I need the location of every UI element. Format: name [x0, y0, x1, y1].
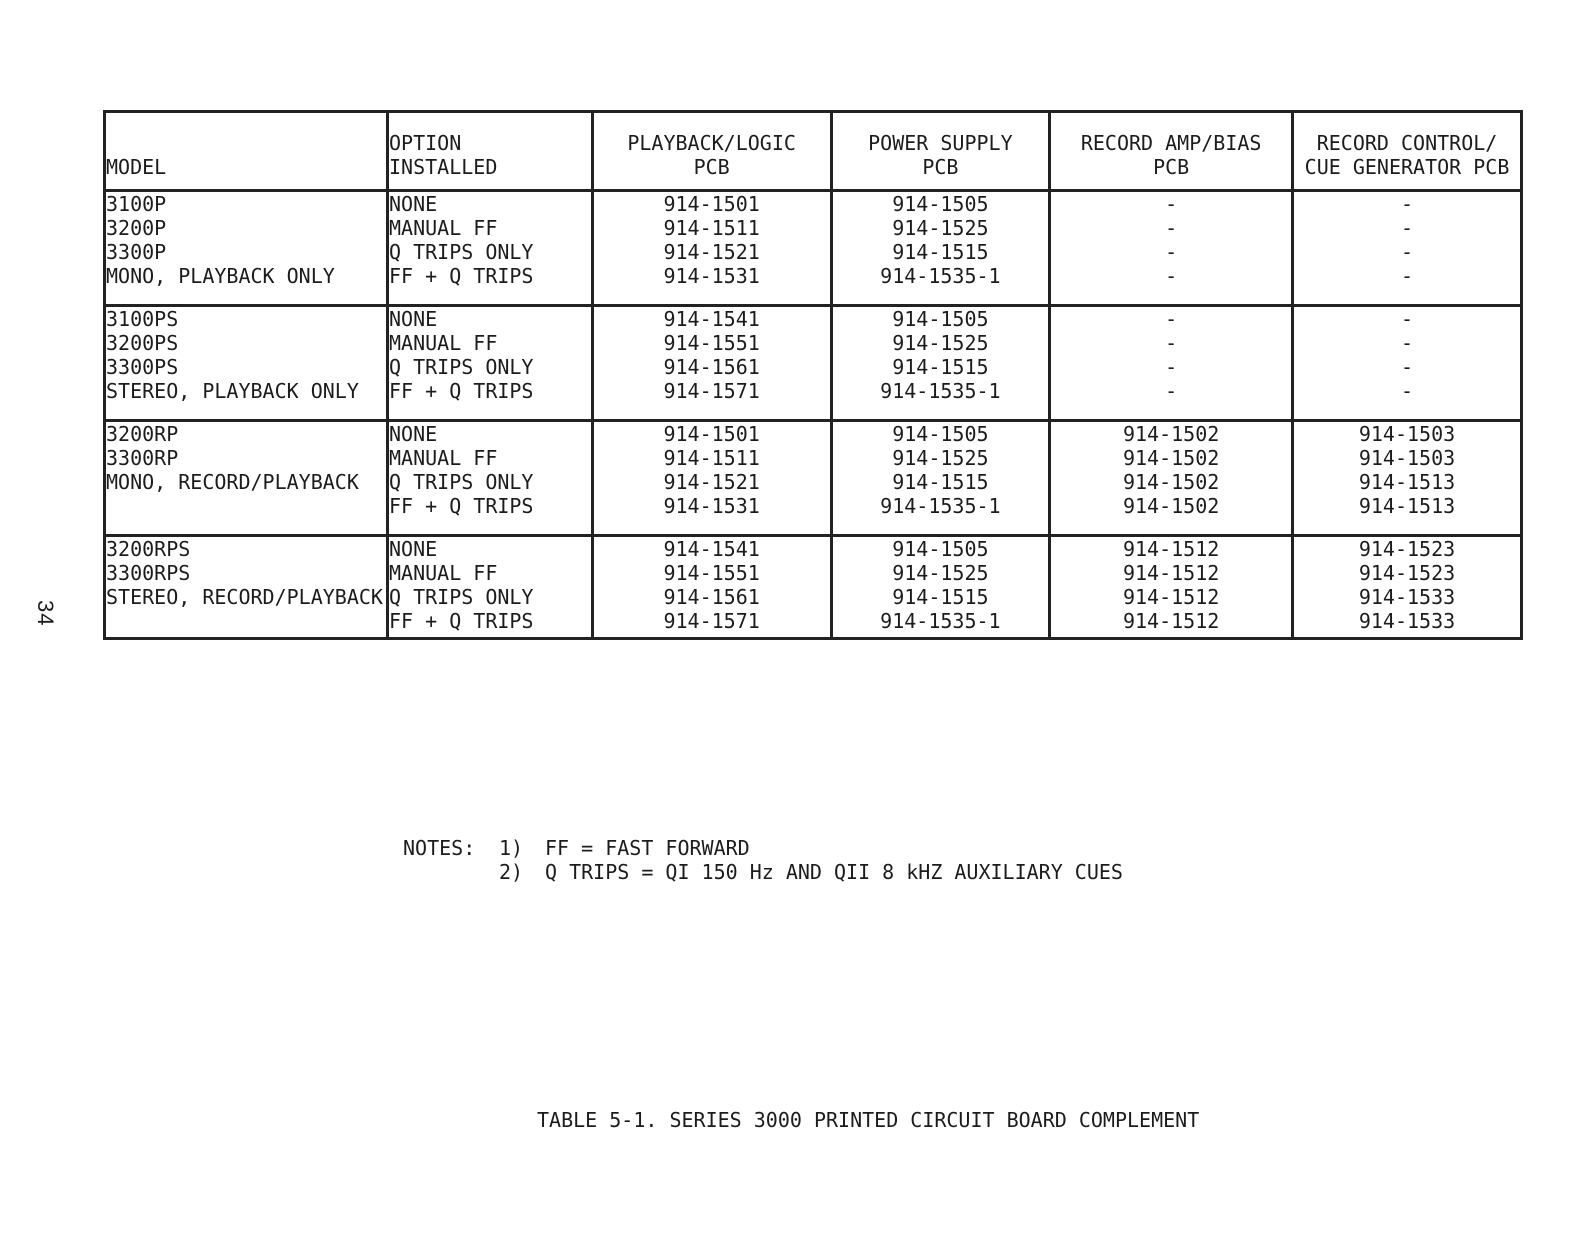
header-playback-logic: PLAYBACK/LOGIC PCB: [592, 112, 831, 191]
model-cell: 3200RPS 3300RPS STEREO, RECORD/PLAYBACK: [105, 536, 388, 639]
header-option-installed: OPTION INSTALLED: [387, 112, 592, 191]
table-row: [105, 536, 1522, 639]
option-cell: NONE MANUAL FF Q TRIPS ONLY FF + Q TRIPS: [387, 306, 592, 421]
note-item: [403, 860, 1123, 884]
playback-logic-cell: 914-1501 914-1511 914-1521 914-1531: [592, 191, 831, 306]
note-number: 2): [499, 860, 524, 884]
table-row: [105, 421, 1522, 536]
table-header-row: [105, 112, 1522, 191]
note-number: 1): [499, 836, 524, 860]
playback-logic-cell: 914-1541 914-1551 914-1561 914-1571: [592, 536, 831, 639]
record-amp-cell: 914-1512 914-1512 914-1512 914-1512: [1050, 536, 1293, 639]
power-supply-cell: 914-1505 914-1525 914-1515 914-1535-1: [831, 421, 1050, 536]
power-supply-cell: 914-1505 914-1525 914-1515 914-1535-1: [831, 306, 1050, 421]
power-supply-cell: 914-1505 914-1525 914-1515 914-1535-1: [831, 536, 1050, 639]
option-cell: NONE MANUAL FF Q TRIPS ONLY FF + Q TRIPS: [387, 191, 592, 306]
notes: [403, 836, 1123, 884]
model-cell: 3100P 3200P 3300P MONO, PLAYBACK ONLY: [105, 191, 388, 306]
power-supply-cell: 914-1505 914-1525 914-1515 914-1535-1: [831, 191, 1050, 306]
note-text: FF = FAST FORWARD: [545, 836, 750, 860]
record-control-cell: - - - -: [1293, 306, 1522, 421]
record-amp-cell: 914-1502 914-1502 914-1502 914-1502: [1050, 421, 1293, 536]
playback-logic-cell: 914-1501 914-1511 914-1521 914-1531: [592, 421, 831, 536]
note-text: Q TRIPS = QI 150 Hz AND QII 8 kHZ AUXILIARY CUES: [545, 860, 1123, 884]
page-number: 34: [33, 600, 58, 627]
option-cell: NONE MANUAL FF Q TRIPS ONLY FF + Q TRIPS: [387, 421, 592, 536]
table-caption: TABLE 5-1. SERIES 3000 PRINTED CIRCUIT BOARD COMPLEMENT: [537, 1108, 1200, 1132]
header-record-control: RECORD CONTROL/ CUE GENERATOR PCB: [1293, 112, 1522, 191]
model-cell: 3200RP 3300RP MONO, RECORD/PLAYBACK: [105, 421, 388, 536]
header-record-amp-bias: RECORD AMP/BIAS PCB: [1050, 112, 1293, 191]
record-amp-cell: - - - -: [1050, 191, 1293, 306]
pcb-complement-table: [103, 110, 1523, 640]
model-cell: 3100PS 3200PS 3300PS STEREO, PLAYBACK ONLY: [105, 306, 388, 421]
record-control-cell: - - - -: [1293, 191, 1522, 306]
option-cell: NONE MANUAL FF Q TRIPS ONLY FF + Q TRIPS: [387, 536, 592, 639]
header-power-supply: POWER SUPPLY PCB: [831, 112, 1050, 191]
record-control-cell: 914-1523 914-1523 914-1533 914-1533: [1293, 536, 1522, 639]
table-row: [105, 191, 1522, 306]
record-control-cell: 914-1503 914-1503 914-1513 914-1513: [1293, 421, 1522, 536]
header-model: MODEL: [105, 112, 388, 191]
table-row: [105, 306, 1522, 421]
note-item: [403, 836, 1123, 860]
playback-logic-cell: 914-1541 914-1551 914-1561 914-1571: [592, 306, 831, 421]
notes-label: NOTES:: [403, 836, 476, 860]
record-amp-cell: - - - -: [1050, 306, 1293, 421]
